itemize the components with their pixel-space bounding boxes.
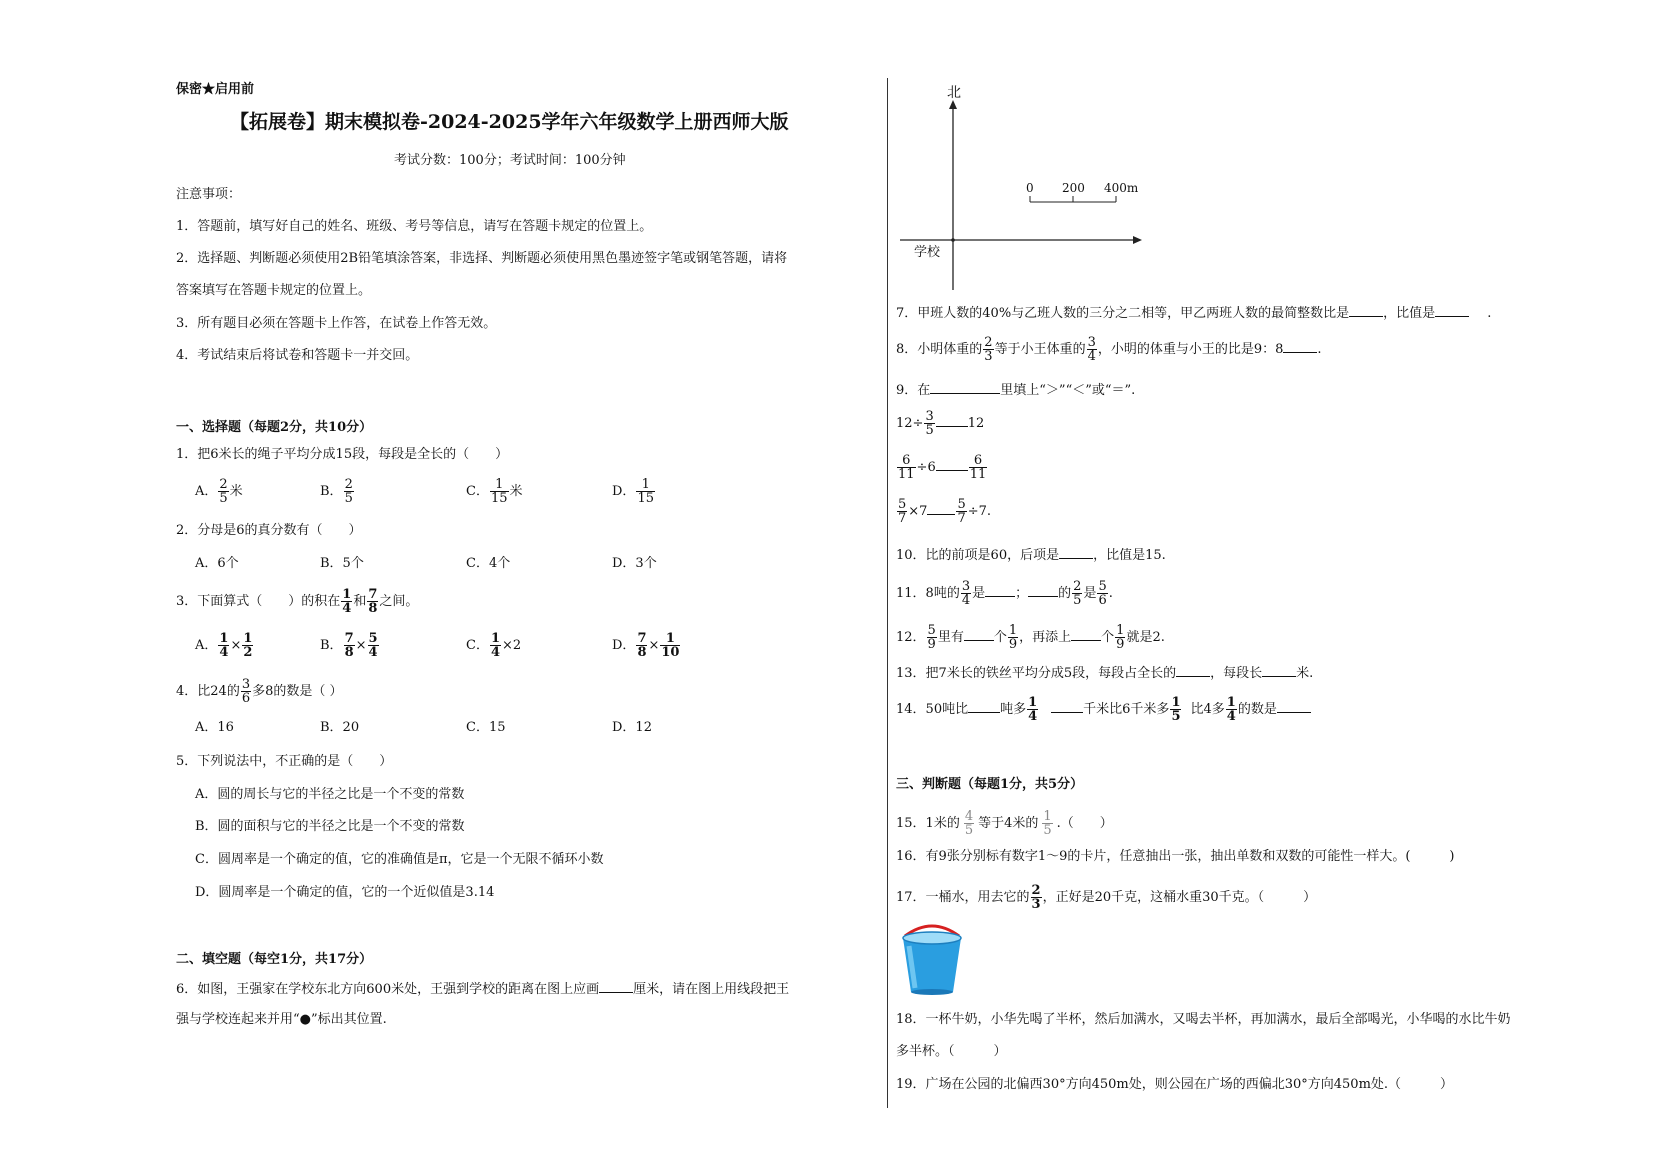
fraction: $\frac{2}{5}$ <box>219 477 228 506</box>
question-19: 19．广场在公园的北偏西30°方向450m处，则公园在广场的西偏北30°方向450m处.（ ） <box>896 1077 1454 1092</box>
note-item: 答案填写在答题卡规定的位置上。 <box>176 283 372 298</box>
answer-blank[interactable] <box>1283 340 1317 353</box>
fraction: $\frac{3}{4}$ <box>1087 335 1096 364</box>
q1-option-a[interactable] <box>195 478 243 505</box>
option-label: A． <box>195 484 218 499</box>
fraction: $\frac{1}{4}$ <box>342 587 352 616</box>
q3-option-d[interactable]: D． $\frac{7}{8}$ × $\frac{1}{10}$ <box>612 631 680 660</box>
q2-option-c[interactable]: C．4个 <box>466 556 511 571</box>
q2-option-d[interactable]: D．3个 <box>612 556 657 571</box>
fraction: $\frac{1}{10}$ <box>661 631 680 660</box>
answer-blank[interactable] <box>964 628 994 641</box>
q5-option-b[interactable]: B．圆的面积与它的半径之比是一个不变的常数 <box>195 819 465 834</box>
question-15: 15．1米的 $\frac{4}{5}$ 等于4米的 $\frac{1}{5}$ .（ ） <box>896 809 1113 838</box>
question-6-line2: 强与学校连起来并用“●”标出其位置. <box>176 1012 387 1027</box>
fraction: $\frac{1}{15}$ <box>490 477 508 506</box>
fraction: $\frac{1}{5}$ <box>1043 809 1052 838</box>
q3-option-b[interactable]: B． $\frac{7}{8}$ × $\frac{5}{4}$ <box>320 631 378 660</box>
question-5-stem: 5．下列说法中，不正确的是（ ） <box>176 754 393 769</box>
fraction: $\frac{6}{11}$ <box>898 453 915 482</box>
unit: 米 <box>229 484 243 499</box>
answer-blank[interactable] <box>968 700 1000 713</box>
fraction: $\frac{3}{6}$ <box>241 677 251 706</box>
answer-blank[interactable] <box>1262 664 1296 677</box>
question-14: 14．50吨比 吨多 $\frac{1}{4}$ 千米比6千米多 $\frac{1}{5}$ 比4多 $\frac{1}{4}$ 的数是 <box>896 696 1311 723</box>
fraction: $\frac{7}{8}$ <box>344 631 354 660</box>
answer-blank[interactable] <box>1028 584 1058 597</box>
fraction: $\frac{2}{5}$ <box>1073 579 1082 608</box>
fraction: $\frac{3}{4}$ <box>961 579 971 608</box>
answer-blank[interactable] <box>927 502 955 515</box>
q1-option-c[interactable] <box>466 478 523 505</box>
q4-option-d[interactable]: D．12 <box>612 720 652 735</box>
fraction: $\frac{2}{3}$ <box>1031 883 1041 912</box>
fraction: $\frac{1}{4}$ <box>1226 695 1236 724</box>
scale-label-0: 0 <box>1026 181 1034 195</box>
fraction: $\frac{1}{15}$ <box>637 477 654 506</box>
fraction: $\frac{5}{9}$ <box>927 623 936 652</box>
notes-title: 注意事项： <box>176 187 242 202</box>
fraction: $\frac{1}{9}$ <box>1008 623 1018 652</box>
fraction: $\frac{1}{4}$ <box>219 631 229 660</box>
column-divider <box>887 78 888 1108</box>
question-9b: $\frac{6}{11}$ ÷6 $\frac{6}{11}$ <box>898 453 987 482</box>
answer-blank[interactable] <box>936 458 968 471</box>
scale-label-400: 400m <box>1104 181 1139 195</box>
section-title-fill: 二、填空题（每空1分，共17分） <box>176 952 373 967</box>
question-8: 8．小明体重的 $\frac{2}{3}$ 等于小王体重的 $\frac{3}{4}$ ，小明的体重与小王的比是9：8 . <box>896 335 1322 364</box>
fraction: $\frac{5}{4}$ <box>368 631 378 660</box>
answer-blank[interactable] <box>930 381 1000 394</box>
question-2-stem: 2．分母是6的真分数有（ ） <box>176 523 362 538</box>
q5-option-c[interactable]: C．圆周率是一个确定的值，它的准确值是π，它是一个无限不循环小数 <box>195 852 604 867</box>
question-9c: $\frac{5}{7}$ ×7 $\frac{5}{7}$ ÷7. <box>898 497 992 526</box>
fraction: $\frac{1}{2}$ <box>243 631 253 660</box>
q2-option-a[interactable]: A．6个 <box>195 556 239 571</box>
section-title-judge: 三、判断题（每题1分，共5分） <box>896 777 1084 792</box>
east-arrow-icon <box>1133 236 1142 244</box>
exam-info: 考试分数：100分；考试时间：100分钟 <box>394 153 626 168</box>
answer-blank[interactable] <box>1349 304 1383 317</box>
answer-blank[interactable] <box>1059 546 1093 559</box>
answer-blank[interactable] <box>1277 700 1311 713</box>
fraction: $\frac{6}{11}$ <box>969 453 987 482</box>
answer-blank[interactable] <box>1051 700 1083 713</box>
q4-option-c[interactable]: C．15 <box>466 720 506 735</box>
north-label: 北 <box>947 85 961 101</box>
question-18-line2: 多半杯。（ ） <box>896 1044 1007 1059</box>
q5-option-d[interactable]: D．圆周率是一个确定的值，它的一个近似值是3.14 <box>195 885 495 900</box>
q1-option-b[interactable] <box>320 478 355 505</box>
school-label: 学校 <box>914 245 941 260</box>
scale-label-200: 200 <box>1062 181 1085 195</box>
fraction: $\frac{1}{9}$ <box>1116 623 1125 652</box>
question-7: 7．甲班人数的40%与乙班人数的三分之二相等，甲乙两班人数的最简整数比是 ，比值是 . <box>896 306 1492 321</box>
answer-blank[interactable] <box>985 584 1015 597</box>
note-item: 1．答题前，填写好自己的姓名、班级、考号等信息，请写在答题卡规定的位置上。 <box>176 219 653 234</box>
q2-option-b[interactable]: B．5个 <box>320 556 364 571</box>
question-4-stem: 4．比24的 $\frac{3}{6}$ 多8的数是（ ） <box>176 677 343 706</box>
note-item: 2．选择题、判断题必须使用2B铅笔填涂答案，非选择、判断题必须使用黑色墨迹签字笔或钢笔答题，请将 <box>176 251 788 266</box>
fraction: $\frac{5}{7}$ <box>898 497 907 526</box>
fraction: $\frac{5}{6}$ <box>1098 579 1107 608</box>
question-1-stem: 1．把6米长的绳子平均分成15段，每段是全长的（ ） <box>176 447 509 462</box>
section-title-choice: 一、选择题（每题2分，共10分） <box>176 420 373 435</box>
q3-option-c[interactable]: C． $\frac{1}{4}$ ×2 <box>466 631 522 660</box>
question-17: 17．一桶水，用去它的 $\frac{2}{3}$ ，正好是20千克，这桶水重30千克。（ ） <box>896 883 1317 912</box>
question-11: 11．8吨的 $\frac{3}{4}$ 是 ； 的 $\frac{2}{5}$ 是 $\frac{5}{6}$ . <box>896 579 1113 608</box>
confidential-label: 保密★启用前 <box>176 82 255 97</box>
option-label: D． <box>612 484 636 499</box>
note-item: 4．考试结束后将试卷和答题卡一并交回。 <box>176 348 419 363</box>
q4-option-b[interactable]: B．20 <box>320 720 360 735</box>
unit: 米 <box>509 484 523 499</box>
fraction: $\frac{7}{8}$ <box>637 631 647 660</box>
question-9-stem: 9．在 里填上“＞”“＜”或“＝”. <box>896 383 1136 398</box>
fraction: $\frac{1}{4}$ <box>1028 695 1038 724</box>
note-item: 3．所有题目必须在答题卡上作答，在试卷上作答无效。 <box>176 316 497 331</box>
fraction: $\frac{1}{4}$ <box>490 631 500 660</box>
q3-option-a[interactable]: A． $\frac{1}{4}$ × $\frac{1}{2}$ <box>195 631 253 660</box>
fraction: $\frac{2}{3}$ <box>984 335 993 364</box>
page-title: 【拓展卷】期末模拟卷-2024-2025学年六年级数学上册西师大版 <box>230 111 789 133</box>
school-point <box>951 238 955 242</box>
answer-blank[interactable] <box>599 980 633 993</box>
fraction: $\frac{2}{5}$ <box>344 477 353 506</box>
question-10: 10．比的前项是60，后项是 ，比值是15. <box>896 548 1166 563</box>
question-16: 16．有9张分别标有数字1～9的卡片，任意抽出一张，抽出单数和双数的可能性一样大。( ) <box>896 849 1455 864</box>
answer-blank[interactable] <box>1176 664 1210 677</box>
question-9a: 12÷ $\frac{3}{5}$ 12 <box>896 409 985 438</box>
answer-blank[interactable] <box>1071 628 1101 641</box>
question-18-line1: 18．一杯牛奶，小华先喝了半杯，然后加满水，又喝去半杯，再加满水，最后全部喝光，小华喝的水比牛奶 <box>896 1012 1511 1027</box>
fraction: $\frac{7}{8}$ <box>368 587 378 616</box>
q4-option-a[interactable]: A．16 <box>195 720 234 735</box>
question-6-line1: 6．如图，王强家在学校东北方向600米处，王强到学校的距离在图上应画 厘米，请在图上用线段把王 <box>176 982 790 997</box>
fraction: $\frac{1}{5}$ <box>1171 695 1181 724</box>
option-label: C． <box>466 484 489 499</box>
option-label: B． <box>320 484 343 499</box>
fraction: $\frac{3}{5}$ <box>925 409 934 438</box>
answer-blank[interactable] <box>936 414 968 427</box>
q5-option-a[interactable]: A．圆的周长与它的半径之比是一个不变的常数 <box>195 787 465 802</box>
fraction: $\frac{4}{5}$ <box>964 809 974 838</box>
north-arrow-icon <box>949 100 957 109</box>
bucket-icon <box>897 922 967 996</box>
question-13: 13．把7米长的铁丝平均分成5段，每段占全长的 ，每段长 米. <box>896 666 1314 681</box>
q1-option-d[interactable] <box>612 478 656 505</box>
question-3-stem: 3．下面算式（ ）的积在 $\frac{1}{4}$ 和 $\frac{7}{8}$ 之间。 <box>176 587 419 616</box>
question-12: 12． $\frac{5}{9}$ 里有 个 $\frac{1}{9}$ ，再添上 个 $\frac{1}{9}$ 就是2. <box>896 623 1165 652</box>
fraction: $\frac{5}{7}$ <box>957 497 966 526</box>
answer-blank[interactable] <box>1435 304 1469 317</box>
